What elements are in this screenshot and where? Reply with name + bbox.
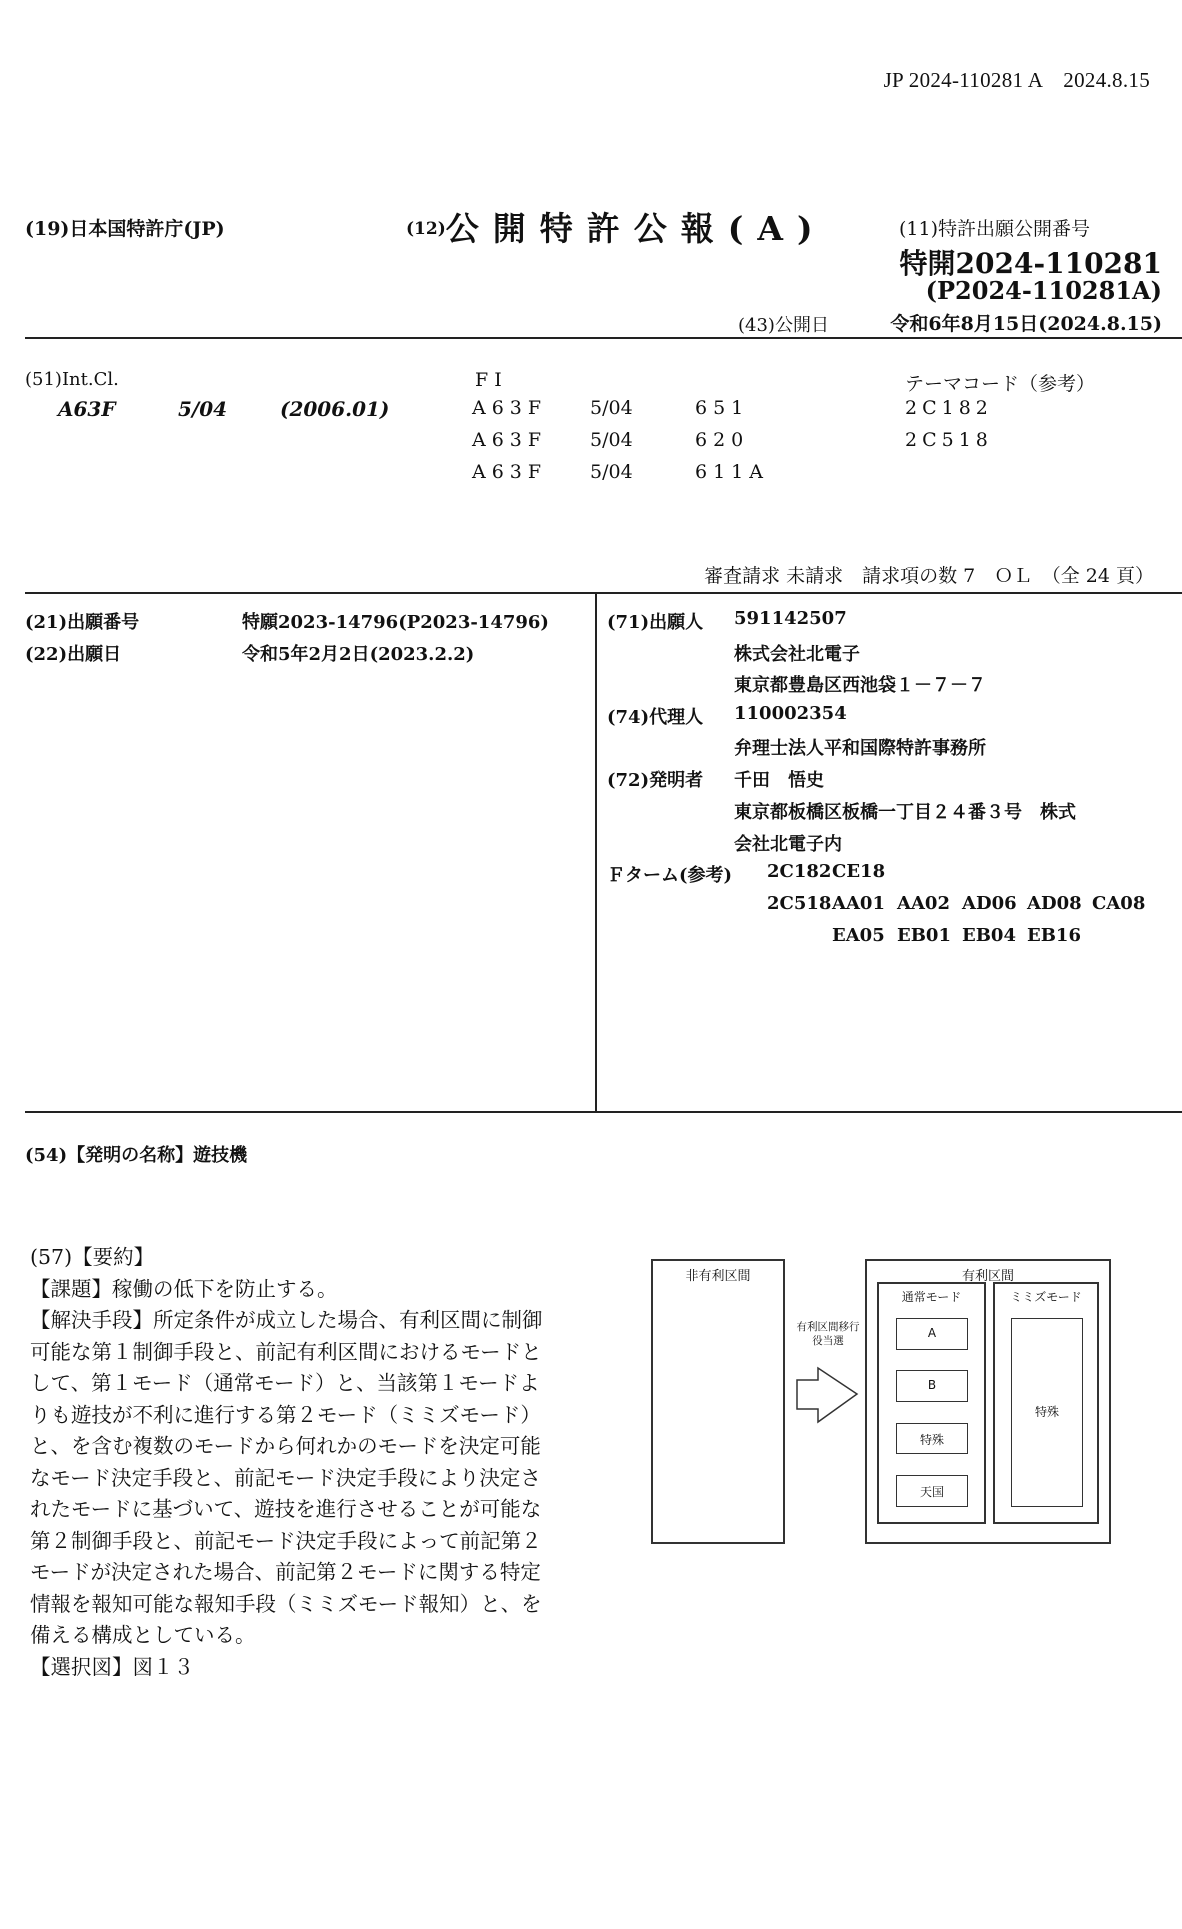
mode-item-b — [896, 1370, 968, 1402]
transition-label-line1: 有利区間移行 — [796, 1321, 860, 1333]
abstract-problem: 【課題】稼働の低下を防止する。 — [30, 1276, 338, 1301]
intcl-version: (2006.01) — [280, 397, 390, 421]
intcl-label: (51)Int.Cl. — [25, 369, 119, 390]
mimizu-mode-label: ミミズモード — [1010, 1290, 1082, 1304]
fterm-code: EB16 — [1027, 925, 1081, 946]
applicant-name: 株式会社北電子 — [734, 644, 860, 665]
transition-label-line2: 役当選 — [812, 1335, 844, 1347]
mimizu-special-label: 特殊 — [1034, 1405, 1059, 1419]
divider-top — [25, 337, 1182, 339]
fi-group: 5/04 — [590, 461, 633, 483]
fterm-code: CE18 — [832, 861, 886, 882]
invention-title: (54)【発明の名称】遊技機 — [25, 1145, 248, 1166]
fterm-code: AD08 — [1027, 893, 1082, 914]
publication-date: 令和6年8月15日(2024.8.15) — [890, 313, 1162, 335]
fterm-code: EA05 — [832, 925, 885, 946]
mimizu-mode-box — [993, 1282, 1099, 1524]
theme-code: 2C518 — [905, 429, 993, 451]
agent-name: 弁理士法人平和国際特許事務所 — [734, 738, 986, 759]
inventor-address: 東京都板橋区板橋一丁目２４番３号 株式 — [734, 802, 1076, 823]
application-date: 令和5年2月2日(2023.2.2) — [242, 644, 475, 665]
normal-mode-label: 通常モード — [901, 1290, 962, 1304]
inventor-label: (72)発明者 — [607, 770, 704, 791]
column-divider — [595, 593, 597, 1111]
mode-item-label: 天国 — [919, 1485, 944, 1499]
fi-code: A63F — [472, 429, 548, 451]
fi-sub: 611A — [695, 461, 769, 483]
abstract-line: と、を含む複数のモードから何れかのモードを決定可能 — [30, 1434, 541, 1458]
application-number: 特願2023-14796(P2023-14796) — [242, 612, 549, 633]
examination-status: 審査請求 未請求 請求項の数 7 ＯＬ （全 24 頁） — [704, 565, 1154, 587]
mode-item-a — [896, 1318, 968, 1350]
agent-label: (74)代理人 — [607, 707, 704, 728]
fi-group: 5/04 — [590, 429, 633, 451]
abstract-line: なモード決定手段と、前記モード決定手段により決定さ — [30, 1465, 541, 1490]
mode-item-heaven — [896, 1475, 968, 1507]
fterm-label: Ｆターム(参考) — [607, 865, 733, 886]
non-advantage-box — [651, 1259, 785, 1544]
publication-kind-title: 公開特許公報(A) — [445, 209, 827, 248]
publication-kind-number: (12) — [406, 219, 446, 239]
selected-figure: 【選択図】図１３ — [30, 1654, 194, 1679]
issuing-office: (19)日本国特許庁(JP) — [25, 218, 225, 240]
fterm-code: CA08 — [1092, 893, 1146, 914]
fi-label: F I — [475, 369, 502, 391]
advantage-box — [865, 1259, 1111, 1544]
abstract — [30, 1242, 610, 1683]
publication-number-label: (11)特許出願公開番号 — [899, 218, 1091, 240]
mode-item-label: A — [927, 1326, 937, 1340]
normal-mode-box — [877, 1282, 986, 1524]
mode-item-label: 特殊 — [919, 1433, 944, 1447]
mode-item-label: B — [927, 1378, 937, 1392]
inventor-address-cont: 会社北電子内 — [734, 834, 842, 855]
applicant-id: 591142507 — [734, 608, 847, 629]
application-number-label: (21)出願番号 — [25, 612, 140, 633]
fterm-code: AA01 — [832, 893, 885, 914]
abstract-line: 備える構成としている。 — [30, 1623, 256, 1647]
applicant-address: 東京都豊島区西池袋１－７－７ — [734, 675, 986, 696]
fi-sub: 620 — [695, 429, 750, 451]
theme-code: 2C182 — [905, 397, 993, 419]
transition-label — [789, 1320, 867, 1348]
agent-id: 110002354 — [734, 703, 847, 724]
running-header: JP 2024-110281 A 2024.8.15 — [883, 68, 1150, 92]
fterm-code: AD06 — [962, 893, 1017, 914]
applicant-label: (71)出願人 — [607, 612, 704, 633]
publication-number: 特開2024-110281 — [899, 247, 1162, 280]
abstract-line: 可能な第１制御手段と、前記有利区間におけるモードと — [30, 1339, 542, 1364]
fterm-code: EB01 — [897, 925, 951, 946]
mimizu-special-box — [1011, 1318, 1083, 1507]
abstract-heading: (57)【要約】 — [30, 1245, 155, 1269]
abstract-line: モードが決定された場合、前記第２モードに関する特定 — [30, 1560, 541, 1584]
right-arrow-icon — [795, 1366, 861, 1426]
non-advantage-label: 非有利区間 — [685, 1269, 751, 1284]
abstract-line: 【解決手段】所定条件が成立した場合、有利区間に制御 — [30, 1308, 543, 1332]
fi-sub: 651 — [695, 397, 750, 419]
fterm-code: EB04 — [962, 925, 1016, 946]
application-date-label: (22)出願日 — [25, 644, 122, 665]
abstract-line: りも遊技が不利に進行する第２モード（ミミズモード） — [30, 1402, 541, 1427]
inventor-name: 千田 悟史 — [734, 770, 824, 791]
fi-code: A63F — [472, 461, 548, 483]
advantage-label: 有利区間 — [961, 1269, 1014, 1284]
divider-middle — [25, 592, 1182, 594]
abstract-line: れたモードに基づいて、遊技を進行させることが可能な — [30, 1497, 542, 1521]
publication-date-label: (43)公開日 — [738, 315, 829, 336]
mode-item-special — [896, 1423, 968, 1454]
abstract-line: 第２制御手段と、前記モード決定手段によって前記第２ — [30, 1528, 542, 1553]
fterm-code: AA02 — [897, 893, 950, 914]
abstract-line: 情報を報知可能な報知手段（ミミズモード報知）と、を — [30, 1591, 542, 1616]
fterm-theme: 2C182 — [767, 861, 832, 882]
fterm-theme: 2C518 — [767, 893, 832, 914]
publication-kind — [406, 203, 827, 250]
theme-code-label: テーマコード（参考） — [905, 373, 1096, 395]
intcl-code: A63F — [58, 397, 116, 421]
intcl-group: 5/04 — [178, 397, 228, 421]
publication-number-alt: (P2024-110281A) — [925, 276, 1162, 305]
divider-bottom — [25, 1111, 1182, 1113]
abstract-line: して、第１モード（通常モード）と、当該第１モードよ — [30, 1371, 540, 1395]
fi-group: 5/04 — [590, 397, 633, 419]
fi-code: A63F — [472, 397, 548, 419]
